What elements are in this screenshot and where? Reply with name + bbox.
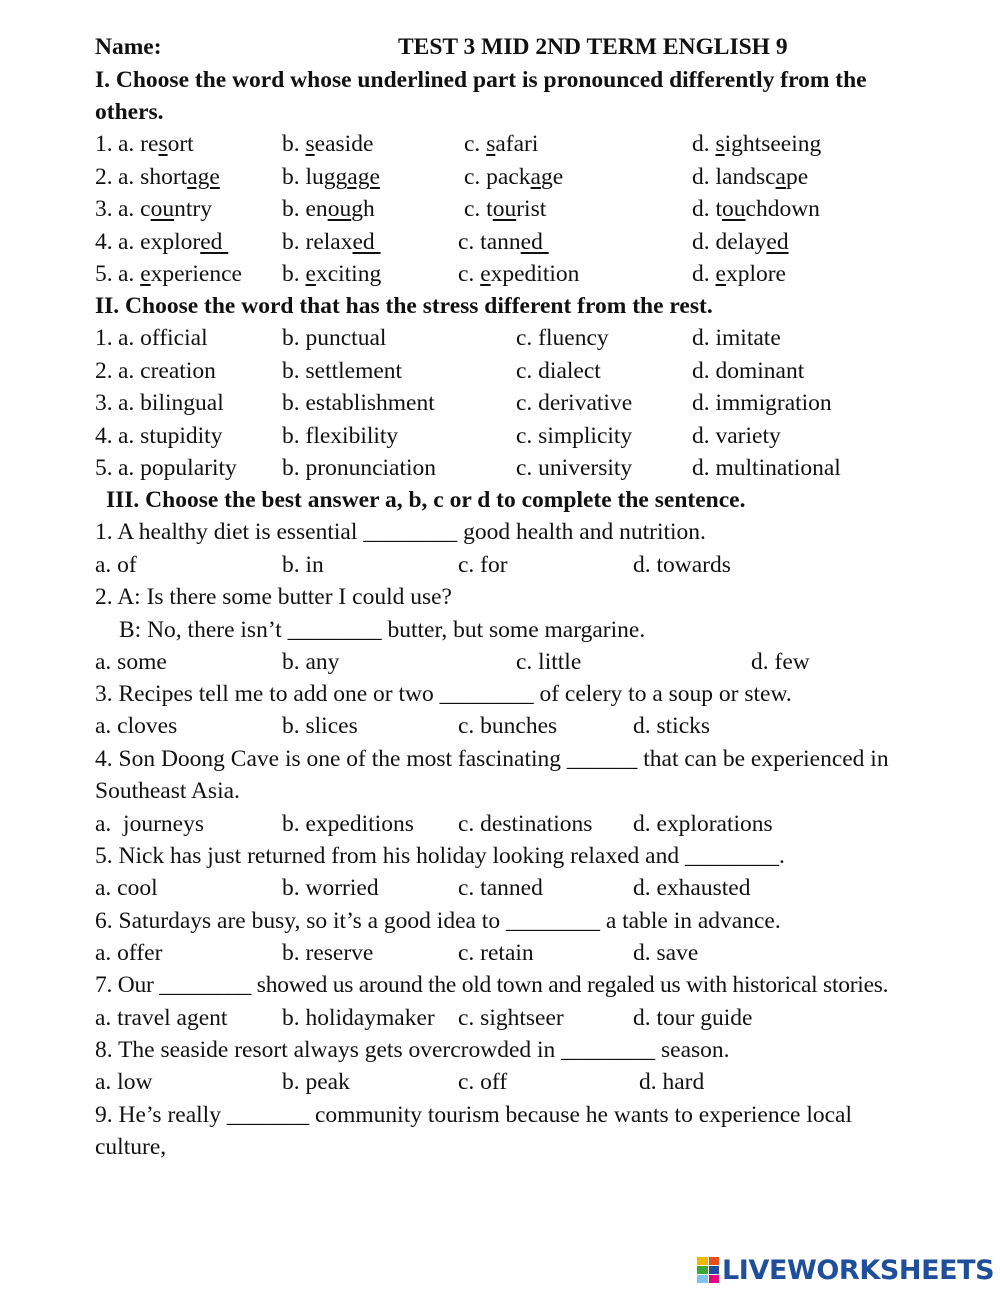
question-stem-cont: B: No, there isn’t ________ butter, but some margarine.	[119, 617, 646, 643]
option-b: b. exciting	[282, 261, 382, 287]
question-stem-cont: culture,	[95, 1134, 167, 1160]
liveworksheets-logo[interactable]	[697, 1255, 994, 1285]
option-d: d. sticks	[633, 713, 711, 739]
question-stem: 4. Son Doong Cave is one of the most fascinating ______ that can be experienced in	[95, 746, 889, 772]
question-number: 5.	[95, 261, 113, 287]
option-c: c. sightseer	[458, 1005, 564, 1031]
option-b: b. settlement	[282, 358, 403, 384]
option-d: d. multinational	[692, 455, 841, 481]
option-b: b. in	[282, 552, 324, 578]
option-b: b. pronunciation	[282, 455, 437, 481]
option-c: c. destinations	[458, 811, 593, 837]
question-number: 1.	[95, 131, 113, 157]
question-stem-cont: Southeast Asia.	[95, 778, 240, 804]
option-a: a. cool	[95, 875, 158, 901]
option-a: a. popularity	[118, 455, 237, 481]
option-b: b. holidaymaker	[282, 1005, 435, 1031]
option-a: a. resort	[118, 131, 194, 157]
option-b: b. enough	[282, 196, 375, 222]
question-stem: 9. He’s really _______ community tourism because he wants to experience local	[95, 1102, 853, 1128]
option-a: a. experience	[118, 261, 242, 287]
option-b: b. reserve	[282, 940, 374, 966]
option-c: c. package	[464, 164, 564, 190]
option-d: d. hard	[639, 1069, 705, 1095]
option-b: b. punctual	[282, 325, 387, 351]
option-a: a. creation	[118, 358, 216, 384]
name-label: Name:	[95, 34, 162, 60]
section-2-heading: II. Choose the word that has the stress different from the rest.	[95, 293, 713, 319]
option-b: b. worried	[282, 875, 379, 901]
question-number: 3.	[95, 196, 113, 222]
option-c: c. retain	[458, 940, 534, 966]
option-d: d. variety	[692, 423, 781, 449]
option-d: d. sightseeing	[692, 131, 822, 157]
option-c: c. for	[458, 552, 508, 578]
option-a: a. shortage	[118, 164, 220, 190]
option-c: c. simplicity	[516, 423, 633, 449]
option-d: d. explore	[692, 261, 786, 287]
question-number: 1.	[95, 325, 113, 351]
option-d: d. exhausted	[633, 875, 751, 901]
option-d: d. save	[633, 940, 699, 966]
option-b: b. luggage	[282, 164, 380, 190]
option-b: b. peak	[282, 1069, 350, 1095]
option-c: c. little	[516, 649, 582, 675]
question-number: 3.	[95, 390, 113, 416]
option-a: a. of	[95, 552, 137, 578]
section-1-heading: I. Choose the word whose underlined part is pronounced differently from the	[95, 67, 867, 93]
option-c: c. tanned	[458, 229, 549, 255]
question-stem: 5. Nick has just returned from his holiday looking relaxed and ________.	[95, 843, 785, 869]
option-d: d. few	[751, 649, 810, 675]
option-c: c. tanned	[458, 875, 543, 901]
question-stem: 8. The seaside resort always gets overcrowded in ________ season.	[95, 1037, 730, 1063]
option-c: c. dialect	[516, 358, 601, 384]
option-c: c. derivative	[516, 390, 633, 416]
option-c: c. safari	[464, 131, 539, 157]
option-d: d. landscape	[692, 164, 809, 190]
option-d: d. explorations	[633, 811, 773, 837]
option-d: d. touchdown	[692, 196, 820, 222]
option-a: a. bilingual	[118, 390, 224, 416]
option-b: b. establishment	[282, 390, 435, 416]
question-number: 5.	[95, 455, 113, 481]
option-c: c. expedition	[458, 261, 580, 287]
option-d: d. immigration	[692, 390, 832, 416]
option-a: a. offer	[95, 940, 163, 966]
option-a: a. explored	[118, 229, 229, 255]
question-number: 4.	[95, 229, 113, 255]
option-b: b. slices	[282, 713, 358, 739]
option-b: b. expeditions	[282, 811, 414, 837]
option-a: a. some	[95, 649, 167, 675]
option-a: a. travel agent	[95, 1005, 228, 1031]
option-a: a. journeys	[95, 811, 204, 837]
option-d: d. towards	[633, 552, 731, 578]
option-a: a. stupidity	[118, 423, 223, 449]
question-stem: 2. A: Is there some butter I could use?	[95, 584, 452, 610]
logo-text: LIVEWORKSHEETS	[722, 1254, 995, 1286]
section-3-heading: III. Choose the best answer a, b, c or d to complete the sentence.	[106, 487, 746, 513]
question-stem: 6. Saturdays are busy, so it’s a good idea to ________ a table in advance.	[95, 908, 781, 934]
option-c: c. off	[458, 1069, 508, 1095]
page-title: TEST 3 MID 2ND TERM ENGLISH 9	[398, 34, 788, 60]
option-b: b. any	[282, 649, 340, 675]
option-c: c. university	[516, 455, 633, 481]
option-a: a. low	[95, 1069, 153, 1095]
question-number: 2.	[95, 358, 113, 384]
option-b: b. relaxed	[282, 229, 381, 255]
option-a: a. cloves	[95, 713, 178, 739]
option-c: c. tourist	[464, 196, 547, 222]
option-b: b. flexibility	[282, 423, 399, 449]
liveworksheets-logo-icon	[697, 1257, 719, 1283]
option-a: a. country	[118, 196, 212, 222]
question-stem: 7. Our ________ showed us around the old town and regaled us with historical stories.	[95, 972, 889, 998]
option-b: b. seaside	[282, 131, 374, 157]
section-1-heading-cont: others.	[95, 99, 164, 125]
option-d: d. dominant	[692, 358, 805, 384]
option-c: c. bunches	[458, 713, 558, 739]
question-number: 2.	[95, 164, 113, 190]
option-c: c. fluency	[516, 325, 609, 351]
question-stem: 3. Recipes tell me to add one or two ________ of celery to a soup or stew.	[95, 681, 792, 707]
option-d: d. delayed	[692, 229, 789, 255]
option-a: a. official	[118, 325, 208, 351]
question-number: 4.	[95, 423, 113, 449]
option-d: d. tour guide	[633, 1005, 753, 1031]
question-stem: 1. A healthy diet is essential ________ good health and nutrition.	[95, 519, 706, 545]
option-d: d. imitate	[692, 325, 781, 351]
